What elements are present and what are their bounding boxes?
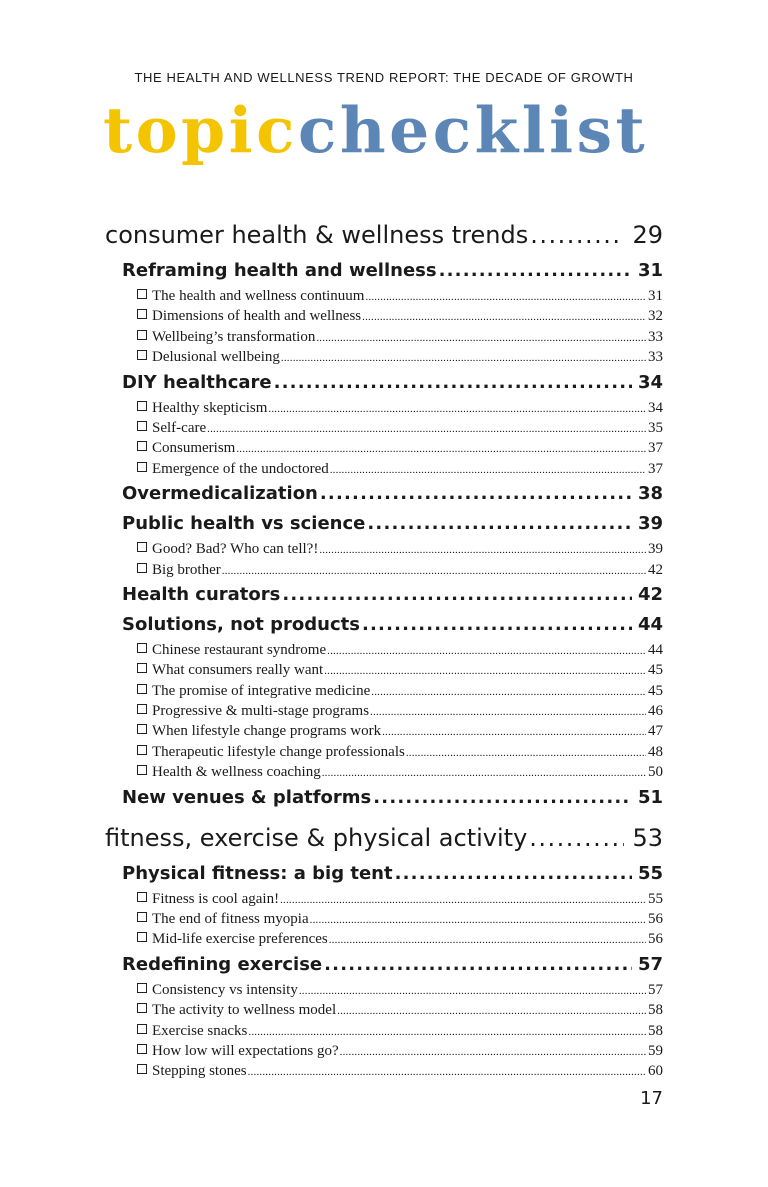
checkbox-icon[interactable] [137,724,147,734]
item-page: 42 [648,561,663,578]
dot-leader [247,1022,646,1042]
item-label: Consistency vs intensity [152,981,298,998]
checklist-item [137,701,663,721]
item-label: The promise of integrative medicine [152,682,371,699]
item-page: 58 [648,1002,663,1019]
checkbox-icon[interactable] [137,932,147,942]
item-page: 32 [648,308,663,325]
item-page: 34 [648,399,663,416]
item-label: Fitness is cool again! [152,890,280,907]
dot-leader [206,419,646,439]
checkbox-icon[interactable] [137,663,147,673]
item-label: Stepping stones [152,1063,247,1080]
subsection-heading [122,479,663,509]
subsection-title: New venues & platforms [122,786,372,808]
item-page: 57 [648,981,663,998]
report-header: THE HEALTH AND WELLNESS TREND REPORT: THE DECADE OF GROWTH [134,70,634,85]
checkbox-icon[interactable] [137,350,147,360]
dot-leader [280,348,646,368]
subsection-heading [122,859,663,889]
item-page: 44 [648,641,663,658]
item-page: 59 [648,1042,663,1059]
checkbox-icon[interactable] [137,401,147,411]
checklist-item [137,1061,663,1081]
subsection-page: 31 [637,260,663,281]
checkbox-icon[interactable] [137,912,147,922]
item-label: Health & wellness coaching [152,764,321,781]
checklist-item [137,742,663,762]
subsection-page: 55 [637,862,663,884]
section-title: consumer health & wellness trends [105,221,529,249]
item-page: 58 [648,1022,663,1039]
dot-leader [361,307,646,327]
dot-leader [405,743,646,763]
dot-leader [393,859,632,889]
checkbox-icon[interactable] [137,1024,147,1034]
subsection-title: Public health vs science [122,513,366,535]
subsection-heading [122,610,663,640]
checkbox-icon[interactable] [137,643,147,653]
checkbox-icon[interactable] [137,892,147,902]
subsection-title: Overmedicalization [122,483,318,505]
item-label: The activity to wellness model [152,1002,337,1019]
checkbox-icon[interactable] [137,1064,147,1074]
dot-leader [309,910,646,930]
checkbox-icon[interactable] [137,421,147,431]
checkbox-icon[interactable] [137,462,147,472]
item-page: 56 [648,931,663,948]
item-page: 37 [648,440,663,457]
checkbox-icon[interactable] [137,309,147,319]
checkbox-icon[interactable] [137,441,147,451]
checklist-item [137,286,663,306]
checklist-item [137,327,663,347]
dot-leader [369,702,646,722]
checklist-item [137,1000,663,1020]
item-page: 50 [648,764,663,781]
checklist-item [137,1021,663,1041]
dot-leader [328,930,646,950]
item-label: Good? Bad? Who can tell?! [152,541,319,558]
item-label: When lifestyle change programs work [152,723,382,740]
dot-leader [360,610,632,640]
checklist-item [137,459,663,479]
checkbox-icon[interactable] [137,684,147,694]
subsection-title: Redefining exercise [122,953,323,975]
dot-leader [298,981,646,1001]
subsection-page: 51 [637,786,663,808]
section-title: fitness, exercise & physical activity [105,823,528,852]
checklist-item [137,681,663,701]
item-page: 47 [648,723,663,740]
dot-leader [329,460,646,480]
dot-leader [280,580,632,610]
dot-leader [381,722,646,742]
dot-leader [318,540,646,560]
item-page: 56 [648,911,663,928]
dot-leader [528,214,624,256]
item-page: 37 [648,460,663,477]
dot-leader [272,368,632,398]
item-page: 39 [648,541,663,558]
section-page: 53 [632,823,663,852]
checkbox-icon[interactable] [137,983,147,993]
subsection-title: Solutions, not products [122,613,360,635]
item-label: The end of fitness myopia [152,911,309,928]
dot-leader [339,1042,646,1062]
checklist-item [137,560,663,580]
item-label: Exercise snacks [152,1022,248,1039]
checkbox-icon[interactable] [137,1044,147,1054]
checkbox-icon[interactable] [137,563,147,573]
subsection-page: 38 [637,483,663,505]
dot-leader [364,287,646,307]
checklist-item [137,660,663,680]
item-label: Dimensions of health and wellness [152,308,362,325]
subsection-title: Health curators [122,583,281,605]
subsection-heading [122,783,663,813]
subsection-heading [122,580,663,610]
dot-leader [318,479,632,509]
item-label: Consumerism [152,440,236,457]
dot-leader [323,661,646,681]
item-label: What consumers really want [152,662,324,679]
item-page: 33 [648,328,663,345]
title-part-topic: topic [103,93,298,167]
dot-leader [315,328,646,348]
item-page: 48 [648,743,663,760]
dot-leader [279,890,646,910]
checkbox-icon[interactable] [137,704,147,714]
checkbox-icon[interactable] [137,1003,147,1013]
checklist-item [137,398,663,418]
checklist-item [137,929,663,949]
item-label: The health and wellness continuum [152,288,365,304]
item-page: 31 [648,288,663,304]
item-page: 35 [648,419,663,436]
section-page: 29 [632,221,663,249]
checkbox-icon[interactable] [137,745,147,755]
subsection-page: 39 [637,513,663,535]
checkbox-icon[interactable] [137,765,147,775]
subsection-heading [122,950,663,980]
dot-leader [247,1062,646,1082]
dot-leader [326,641,646,661]
item-label: Big brother [152,561,221,578]
item-label: Mid-life exercise preferences [152,931,328,948]
subsection-page: 57 [637,953,663,975]
item-page: 45 [648,662,663,679]
checkbox-icon[interactable] [137,289,147,299]
dot-leader [321,763,646,783]
checklist-item [137,306,663,326]
subsection-page: 44 [637,613,663,635]
dot-leader [527,817,624,859]
dot-leader [371,783,632,813]
item-label: Delusional wellbeing [152,349,280,366]
subsection-page: 42 [637,583,663,605]
checklist-item [137,539,663,559]
dot-leader [221,561,646,581]
subsection-title: Reframing health and wellness [122,260,437,281]
dot-leader [267,399,646,419]
item-page: 55 [648,890,663,907]
checklist-item [137,640,663,660]
checklist-item [137,347,663,367]
dot-leader [370,682,646,702]
checklist-item [137,889,663,909]
dot-leader [365,509,632,539]
section-heading [105,817,663,859]
dot-leader [336,1001,646,1021]
checklist-item [137,438,663,458]
checkbox-icon[interactable] [137,330,147,340]
page-title [103,90,665,170]
dot-leader [235,439,646,459]
subsection-page: 34 [637,371,663,393]
checklist-item [137,909,663,929]
table-of-contents [105,214,663,1082]
dot-leader [437,256,632,286]
checklist-item [137,980,663,1000]
subsection-title: Physical fitness: a big tent [122,862,393,884]
item-page: 33 [648,349,663,366]
item-label: Wellbeing’s transformation [152,328,316,345]
title-part-checklist: checklist [297,93,649,167]
subsection-heading [122,368,663,398]
subsection-title: DIY healthcare [122,371,272,393]
checklist-item [137,762,663,782]
item-label: Emergence of the undoctored [152,460,329,477]
item-label: Healthy skepticism [152,399,268,416]
item-label: Chinese restaurant syndrome [152,641,327,658]
checkbox-icon[interactable] [137,542,147,552]
item-page: 46 [648,703,663,720]
checklist-item [137,721,663,741]
page-number: 17 [640,1088,663,1109]
subsection-heading [122,509,663,539]
item-label: Therapeutic lifestyle change professionals [152,743,405,760]
checklist-item [137,1041,663,1061]
item-label: Progressive & multi-stage programs [152,703,370,720]
section-heading [105,214,663,256]
item-label: How low will expectations go? [152,1042,339,1059]
dot-leader [322,950,632,980]
item-page: 60 [648,1063,663,1080]
subsection-heading [122,256,663,286]
item-label: Self-care [152,419,207,436]
checklist-item [137,418,663,438]
item-page: 45 [648,682,663,699]
